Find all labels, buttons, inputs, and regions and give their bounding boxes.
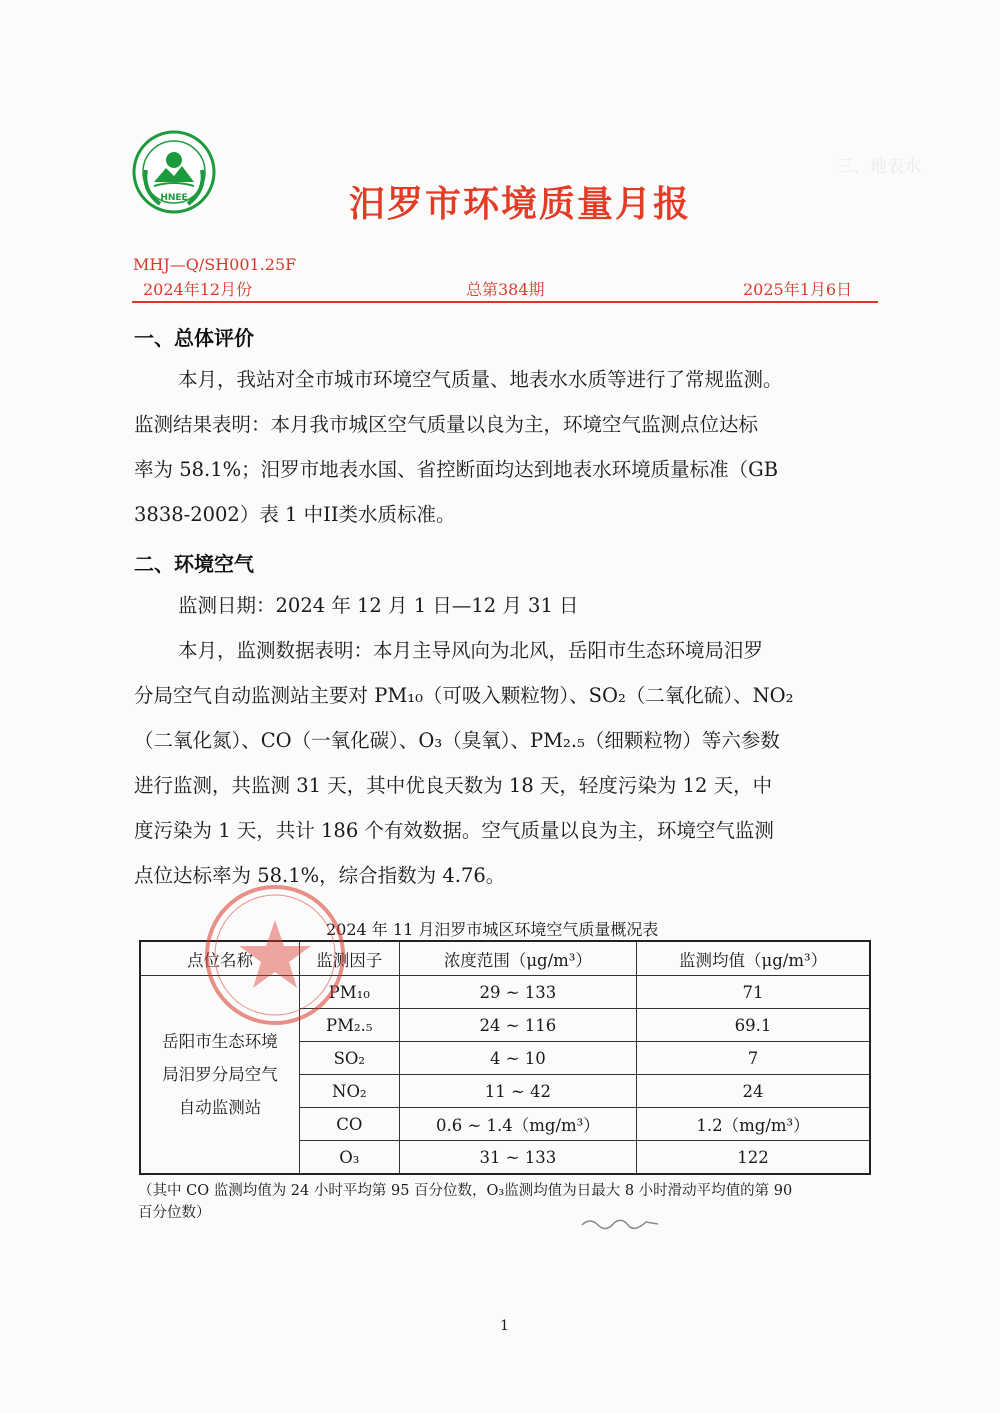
- section1-heading: 一、总体评价: [134, 326, 254, 350]
- section2-heading: 二、环境空气: [134, 552, 254, 576]
- header-cell: 浓度范围（μg/m³）: [399, 941, 636, 976]
- report-date: 2025年1月6日: [743, 280, 853, 299]
- paragraph-line: 点位达标率为 58.1%，综合指数为 4.76。: [134, 864, 506, 887]
- report-title: 汨罗市环境质量月报: [348, 184, 691, 225]
- footnote-line: 百分位数）: [138, 1205, 211, 1221]
- factor-cell: CO: [299, 1108, 399, 1141]
- header-divider: [132, 301, 878, 303]
- paragraph-line: 监测结果表明：本月我市城区空气质量以良为主，环境空气监测点位达标: [134, 413, 759, 436]
- paragraph-line: （二氧化氮）、CO（一氧化碳）、O₃（臭氧）、PM₂.₅（细颗粒物）等六参数: [134, 729, 780, 752]
- handwritten-mark: [580, 1213, 660, 1231]
- range-cell: 24 ~ 116: [399, 1009, 636, 1042]
- bleed-through: 三、地表水: [836, 157, 921, 177]
- station-name-line: 岳阳市生态环境: [162, 1032, 278, 1051]
- section2-paragraph: [134, 583, 878, 898]
- mean-cell: 122: [637, 1141, 870, 1175]
- table-footnote: [138, 1180, 880, 1224]
- mean-cell: 1.2（mg/m³）: [637, 1108, 870, 1141]
- mean-cell: 69.1: [637, 1009, 870, 1042]
- range-cell: 11 ~ 42: [399, 1075, 636, 1108]
- range-cell: 31 ~ 133: [399, 1141, 636, 1175]
- mean-cell: 7: [637, 1042, 870, 1075]
- paragraph-line: 进行监测，共监测 31 天，其中优良天数为 18 天，轻度污染为 12 天，中: [134, 774, 773, 797]
- page-number: 1: [500, 1318, 509, 1334]
- document-code: MHJ—Q/SH001.25F: [133, 255, 297, 274]
- paragraph-line: 分局空气自动监测站主要对 PM₁₀（可吸入颗粒物）、SO₂（二氧化硫）、NO₂: [134, 684, 794, 707]
- header-cell: 监测因子: [299, 941, 399, 976]
- table-caption: 2024 年 11 月汨罗市城区环境空气质量概况表: [326, 920, 659, 939]
- header-cell: 点位名称: [140, 941, 299, 976]
- factor-cell: PM₂.₅: [299, 1009, 399, 1042]
- factor-cell: O₃: [299, 1141, 399, 1175]
- range-cell: 4 ~ 10: [399, 1042, 636, 1075]
- header-cell: 监测均值（μg/m³）: [637, 941, 870, 976]
- footnote-line: （其中 CO 监测均值为 24 小时平均第 95 百分位数，O₃监测均值为日最大 8 小时滑动平均值的第 90: [138, 1183, 793, 1199]
- range-cell: 0.6 ~ 1.4（mg/m³）: [399, 1108, 636, 1141]
- mean-cell: 71: [637, 976, 870, 1009]
- section1-paragraph: [134, 357, 878, 537]
- mean-cell: 24: [637, 1075, 870, 1108]
- factor-cell: PM₁₀: [299, 976, 399, 1009]
- hnee-logo-icon: [132, 130, 216, 214]
- range-cell: 29 ~ 133: [399, 976, 636, 1009]
- report-period: 2024年12月份: [143, 280, 253, 299]
- paragraph-line: 率为 58.1%；汨罗市地表水国、省控断面均达到地表水环境质量标准（GB: [134, 458, 779, 481]
- monitoring-date: 监测日期：2024 年 12 月 1 日—12 月 31 日: [178, 594, 579, 617]
- paragraph-line: 3838-2002）表 1 中II类水质标准。: [134, 503, 456, 526]
- station-name-line: 自动监测站: [178, 1098, 262, 1117]
- factor-cell: SO₂: [299, 1042, 399, 1075]
- paragraph-line: 本月，监测数据表明：本月主导风向为北风，岳阳市生态环境局汨罗: [178, 639, 764, 662]
- logo-text: HNEE: [160, 193, 188, 203]
- paragraph-line: 本月，我站对全市城市环境空气质量、地表水水质等进行了常规监测。: [178, 368, 783, 391]
- official-seal-stamp: [200, 880, 350, 1030]
- factor-cell: NO₂: [299, 1075, 399, 1108]
- station-name-line: 局汨罗分局空气: [162, 1065, 278, 1084]
- issue-number: 总第384期: [466, 280, 545, 299]
- paragraph-line: 度污染为 1 天，共计 186 个有效数据。空气质量以良为主，环境空气监测: [134, 819, 774, 842]
